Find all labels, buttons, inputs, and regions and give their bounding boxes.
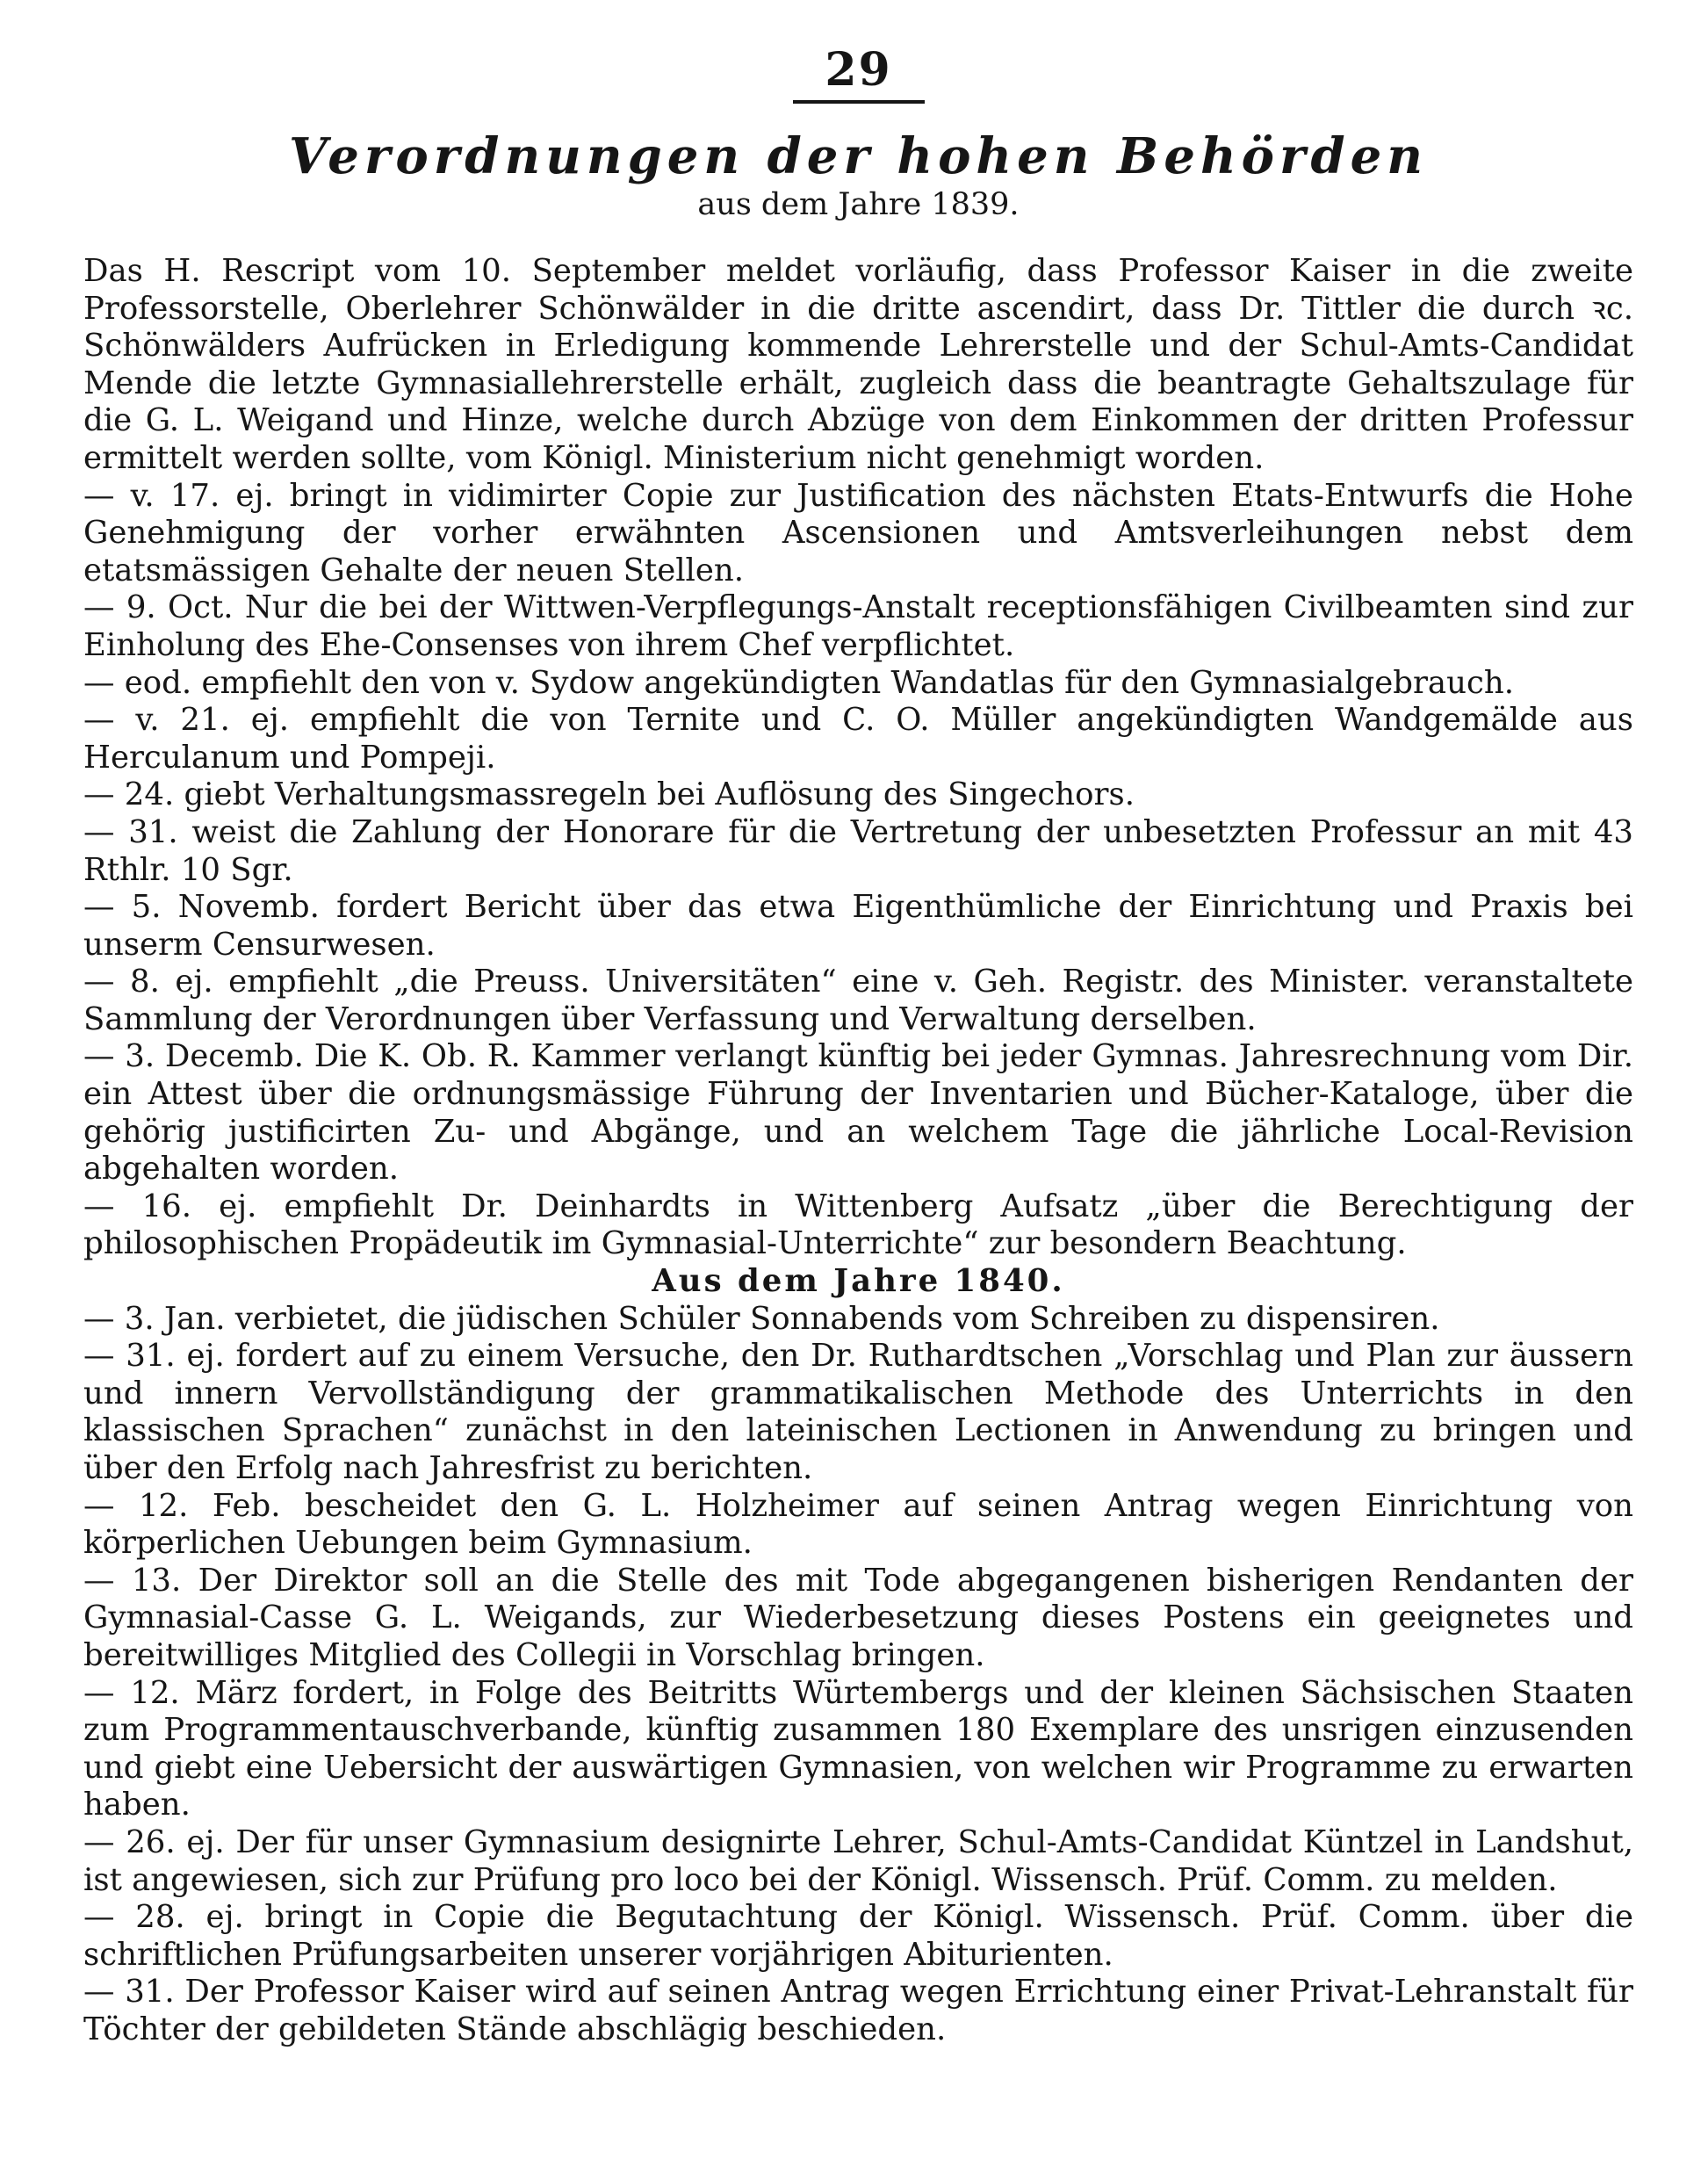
entry-1840-8: — 31. Der Professor Kaiser wird auf seinen Antrag wegen Errichtung einer Privat-Lehranstalt für Töchter der gebildeten Stände abschlägig beschieden. <box>83 1974 1633 2047</box>
entry-1839-9: — 8. ej. empfiehlt „die Preuss. Universitäten“ eine v. Geh. Registr. des Minister. veranstaltete Sammlung der Verordnungen über Verfassung und Verwaltung derselben. <box>83 964 1633 1037</box>
document-title: Verordnungen der hohen Behörden <box>288 127 1429 185</box>
entry-1840-7: — 28. ej. bringt in Copie die Begutachtung der Königl. Wissensch. Prüf. Comm. über die schriftlichen Prüfungsarbeiten unserer vorjährigen Abiturienten. <box>83 1899 1633 1973</box>
document-subtitle: aus dem Jahre 1839. <box>697 187 1020 222</box>
page-number: 29 <box>825 43 892 97</box>
entry-1839-6: — 24. giebt Verhaltungsmassregeln bei Auflösung des Singechors. <box>83 776 1135 813</box>
document-page <box>83 42 1633 2049</box>
entry-1839-2: — v. 17. ej. bringt in vidimirter Copie zur Justification des nächsten Etats-Entwurfs die Hohe Genehmigung der vorher erwähnten Ascensionen und Amtsverleihungen nebst dem etatsmässigen Gehalte der neuen Stellen. <box>83 477 1633 588</box>
entry-1840-4: — 13. Der Direktor soll an die Stelle des mit Tode abgegangenen bisherigen Rendanten der Gymnasial-Casse G. L. Weigands, zur Wiederbesetzung dieses Postens ein geeignetes und bereitwilliges Mitglied des Collegii in Vorschlag bringen. <box>83 1562 1633 1673</box>
entry-1840-3: — 12. Feb. bescheidet den G. L. Holzheimer auf seinen Antrag wegen Einrichtung von körperlichen Uebungen beim Gymnasium. <box>83 1487 1633 1562</box>
entries-1839 <box>83 253 1633 1263</box>
page-number-rule <box>793 100 925 104</box>
entry-1839-8: — 5. Novemb. fordert Bericht über das etwa Eigenthümliche der Einrichtung und Praxis bei unserm Censurwesen. <box>83 889 1633 963</box>
section-heading-1840: Aus dem Jahre 1840. <box>652 1263 1065 1300</box>
entry-1839-10: — 3. Decemb. Die K. Ob. R. Kammer verlangt künftig bei jeder Gymnas. Jahresrechnung vom Dir. ein Attest über die ordnungsmässige Führung der Inventarien und Bücher-Kataloge, über die gehörig justificirten Zu- und Abgänge, und an welchem Tage die jährliche Local-Revision abgehalten worden. <box>83 1038 1633 1188</box>
entry-1840-1: — 3. Jan. verbietet, die jüdischen Schüler Sonnabends vom Schreiben zu dispensiren. <box>83 1300 1440 1337</box>
entry-1839-4: — eod. empfiehlt den von v. Sydow angekündigten Wandatlas für den Gymnasialgebrauch. <box>83 664 1514 701</box>
entry-1839-11: — 16. ej. empfiehlt Dr. Deinhardts in Wittenberg Aufsatz „über die Berechtigung der philosophischen Propädeutik im Gymnasial-Unterrichte“ zur besondern Beachtung. <box>83 1188 1633 1262</box>
entry-1839-5: — v. 21. ej. empfiehlt die von Ternite und C. O. Müller angekündigten Wandgemälde aus Herculanum und Pompeji. <box>83 702 1633 776</box>
entry-1840-2: — 31. ej. fordert auf zu einem Versuche, den Dr. Ruthardtschen „Vorschlag und Plan zur äussern und innern Vervollständigung der grammatikalischen Methode des Unterrichts in den klassischen Sprachen“ zunächst in den lateinischen Lectionen in Anwendung zu bringen und über den Erfolg nach Jahresfrist zu berichten. <box>83 1338 1633 1486</box>
entries-1840 <box>83 1301 1633 2049</box>
entry-1840-5: — 12. März fordert, in Folge des Beitritts Würtembergs und der kleinen Sächsischen Staaten zum Programmentauschverbande, künftig zusammen 180 Exemplare des unsrigen einzusenden und giebt eine Uebersicht der auswärtigen Gymnasien, von welchen wir Programme zu erwarten haben. <box>83 1674 1633 1823</box>
entry-1839-1: Das H. Rescript vom 10. September meldet vorläufig, dass Professor Kaiser in die zweite Professorstelle, Oberlehrer Schönwälder in die dritte ascendirt, dass Dr. Tittler die durch ꝛc. Schönwälders Aufrücken in Erledigung kommende Lehrerstelle und der Schul-Amts-Candidat Mende die letzte Gymnasiallehrerstelle erhält, zugleich dass die beantragte Gehaltszulage für die G. L. Weigand und Hinze, welche durch Abzüge von dem Einkommen der dritten Professur ermittelt werden sollte, vom Königl. Ministerium nicht genehmigt worden. <box>83 253 1633 476</box>
entry-1839-3: — 9. Oct. Nur die bei der Wittwen-Verpflegungs-Anstalt receptionsfähigen Civilbeamten sind zur Einholung des Ehe-Consenses von ihrem Chef verpflichtet. <box>83 589 1633 663</box>
entry-1840-6: — 26. ej. Der für unser Gymnasium designirte Lehrer, Schul-Amts-Candidat Küntzel in Landshut, ist angewiesen, sich zur Prüfung pro loco bei der Königl. Wissensch. Prüf. Comm. zu melden. <box>83 1823 1633 1898</box>
entry-1839-7: — 31. weist die Zahlung der Honorare für die Vertretung der unbesetzten Professur an mit 43 Rthlr. 10 Sgr. <box>83 813 1633 888</box>
